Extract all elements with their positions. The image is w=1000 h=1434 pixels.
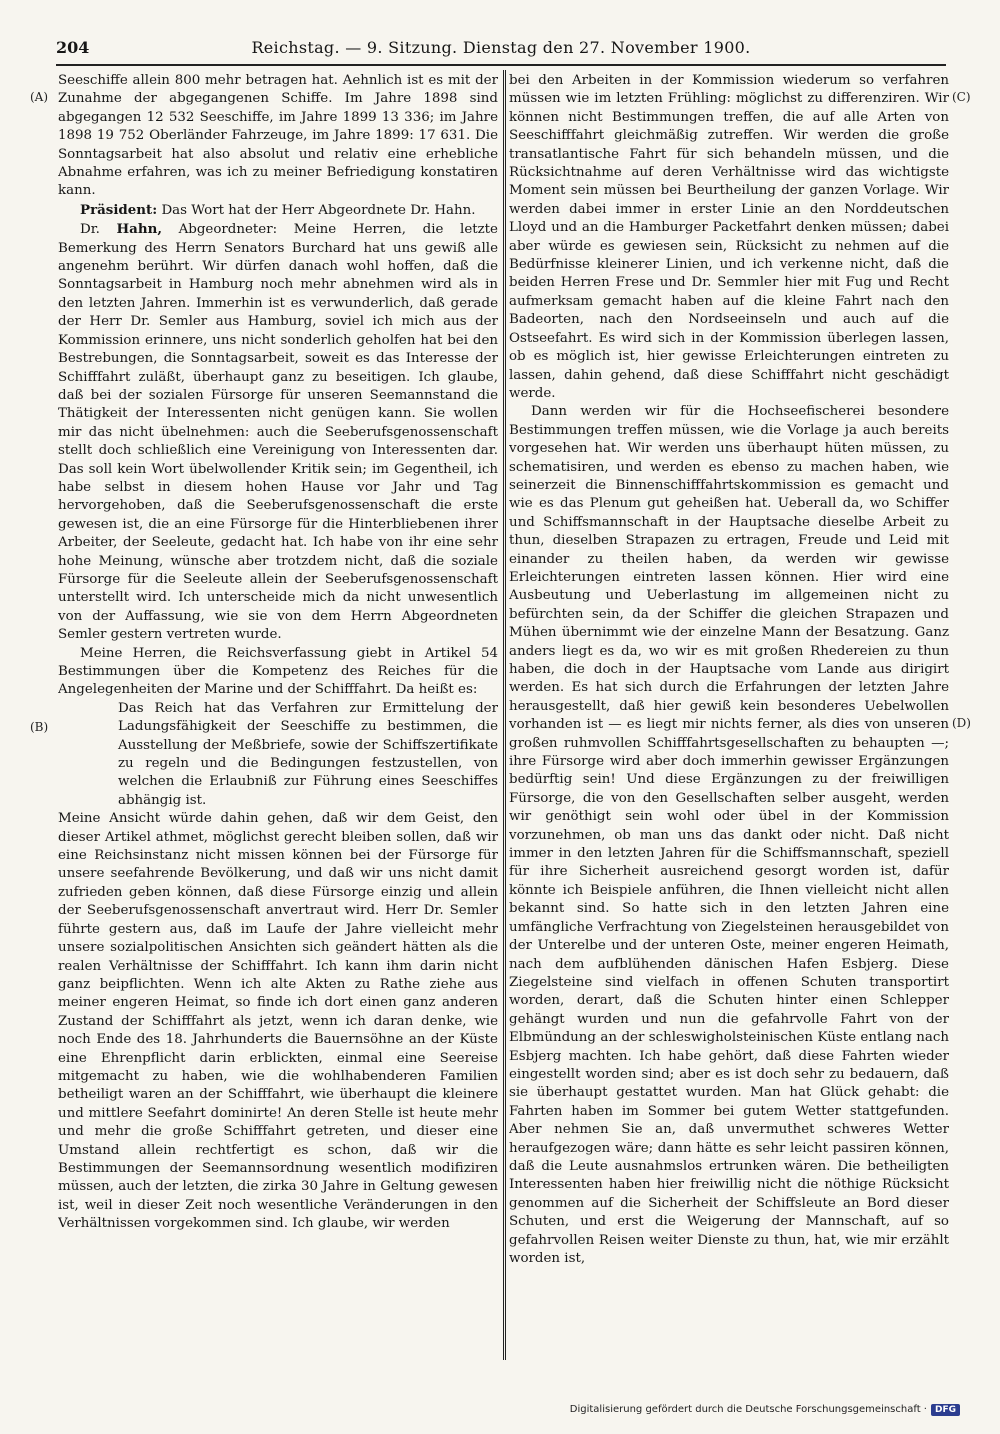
paragraph: Dann werden wir für die Hochseefischerei besondere Bestimmungen treffen müssen, wie die Vorlage ja auch bereits vorgesehen hat. Wir werden uns überhaupt hüten müssen, zu schematisiren, und werden es ebenso zu machen haben, wie seinerzeit die Binnenschifffahrtskommission es gemacht und wie es das Plenum gut geheißen hat. Ueberall da, wo Schiffer und Schiffsmannschaft in der Hauptsache dieselbe Arbeit zu thun, dieselben Strapazen zu ertragen, Freude und Leid mit einander zu theilen haben, da werden wir gewisse Erleichterungen eintreten lassen können. Hier wird eine Ausbeutung und Ueberlastung im allgemeinen nicht zu befürchten sein, da der Schiffer die gleichen Strapazen und Mühen übernimmt wie der einzelne Mann der Besatzung. Ganz anders liegt es da, wo wir es mit großen Rhedereien zu thun haben, die doch in der Hauptsache vom Lande aus dirigirt werden. Es hat sich durch die Erfahrungen der letzten Jahre herausgestellt, daß hier gewiß kein besonderes Uebelwollen vorhanden ist — es liegt mir nichts ferner, als dies von unseren großen ruhmvollen Schifffahrtsgesellschaften zu behaupten —; ihre Fürsorge wird aber doch immerhin gewisser Ergänzungen bedürftig sein! Und diese Ergänzungen zu der freiwilligen Fürsorge, die von den Gesellschaften selber ausgeht, werden wir genöthigt sein wohl oder übel in der Kommission vorzunehmen, ob man uns das dankt oder nicht. Daß nicht immer in den letzten Jahren für die Schiffsmannschaft, speziell für ihre Sicherheit ausreichend gesorgt worden ist, dafür könnte ich Beispiele anführen, die Ihnen vielleicht nicht allen bekannt sind. So hatte sich in den letzten Jahren eine umfängliche Verfrachtung von Ziegelsteinen herausgebildet von der Unterelbe und der unteren Oste, meiner engeren Heimath, nach dem aufblühenden dänischen Hafen Esbjerg. Diese Ziegelsteine sind vielfach in offenen Schuten transportirt worden, derart, daß die Schuten hinter einen Schlepper gehängt wurden und nun die gefahrvolle Fahrt von der Elbmündung an der schleswigholsteinischen Küste entlang nach Esbjerg machten. Ich habe gehört, daß diese Fahrten wieder eingestellt worden sind; aber es ist doch sehr zu bedauern, daß sie überhaupt gestattet wurden. Man hat Glück gehabt: die Fahrten haben im Sommer bei gutem Wetter stattgefunden. Aber nehmen Sie an, daß unvermuthet schweres Wetter heraufgezogen wäre; dann hätte es sehr leicht passiren können, daß die Leute ausnahmslos ertrunken wären. Die betheiligten Interessenten haben hier freiwillig nicht die nöthige Rücksicht genommen auf die Sicherheit der Schiffsleute an Bord dieser Schuten, und erst die Weigerung der Mannschaft, auf so gefahrvollen Reisen weiter Dienste zu thun, hat, wie mir erzählt worden ist, xyxy=(509,404,949,1266)
dfg-logo: DFG xyxy=(931,1404,960,1416)
speaker-prefix: Dr. xyxy=(80,222,117,238)
column-divider xyxy=(503,70,506,1360)
page-header xyxy=(56,34,946,62)
running-title: Reichstag. — 9. Sitzung. Dienstag den 27. November 1900. xyxy=(251,38,751,57)
speaker-paragraph xyxy=(58,201,498,220)
margin-marker-b: (B) xyxy=(30,720,49,734)
paragraph: bei den Arbeiten in der Kommission wiederum so verfahren müssen wie im letzten Frühling: möglichst zu differenziren. Wir können nicht Bestimmungen treffen, die auf alle Arten von Seeschifffahrt gleichmäßig zutreffen. Wir werden die große transatlantische Fahrt für sich behandeln müssen, und die Rücksichtnahme auf deren Verhältnisse wird das wichtigste Moment sein müssen bei Beurtheilung der ganzen Vorlage. Wir werden dabei immer in erster Linie an den Norddeutschen Lloyd und an die Hamburger Packetfahrt denken müssen; dabei aber würde es gewiesen sein, Rücksicht zu nehmen auf die Bedürfnisse kleinerer Linien, und ich verkenne nicht, daß die beiden Herren Frese und Dr. Semmler hier mit Fug und Recht aufmerksam gemacht haben auf die kleine Fahrt nach den Badeorten, nach den Nordseeinseln und auch auf die Ostseefahrt. Es wird sich in der Kommission überlegen lassen, ob es möglich ist, hier gewisse Erleichterungen eintreten zu lassen, dahin gehend, daß diese Schifffahrt nicht geschädigt werde. xyxy=(509,73,949,401)
page-number: 204 xyxy=(56,38,90,57)
block-quote: Das Reich hat das Verfahren zur Ermittelung der Ladungsfähigkeit der Seeschiffe zu bestimmen, die Ausstellung der Meßbriefe, sowie der Schiffszertifikate zu regeln und die Bedingungen festzustellen, von welchen die Erlaubniß zur Führung eines Seeschiffes abhängig ist. xyxy=(118,700,498,808)
header-rule xyxy=(56,64,946,66)
right-column xyxy=(509,72,949,1352)
footer-text: Digitalisierung gefördert durch die Deutsche Forschungsgemeinschaft · xyxy=(569,1404,927,1415)
margin-marker-d: (D) xyxy=(952,716,971,730)
footer-credit xyxy=(560,1404,960,1416)
speaker-label: Hahn, xyxy=(116,221,162,238)
speaker-paragraph xyxy=(58,220,498,644)
paragraph: Meine Ansicht würde dahin gehen, daß wir dem Geist, den dieser Artikel athmet, möglichst gerecht bleiben sollen, daß wir eine Reichsinstanz nicht missen können bei der Fürsorge für unsere seefahrende Bevölkerung, und daß wir uns nicht damit zufrieden geben können, daß diese Fürsorge einzig und allein der Seeberufsgenossenschaft anvertraut wird. Herr Dr. Semler führte gestern aus, daß im Laufe der Jahre vielleicht mehr unsere sozialpolitischen Ansichten sich geändert hätten als die realen Verhältnisse der Schifffahrt. Ich kann ihm darin nicht ganz beipflichten. Wenn ich alte Akten zu Rathe ziehe aus meiner engeren Heimat, so finde ich dort einen ganz anderen Zustand der Schifffahrt als jetzt, wenn ich daran denke, wie noch Ende des 18. Jahrhunderts die Bauernsöhne an der Küste eine Ehrenpflicht darin erblickten, einmal eine Seereise mitgemacht zu haben, wie die wohlhabenderen Familien betheiligt waren an der Schifffahrt, wie überhaupt die kleinere und mittlere Seefahrt dominirte! An deren Stelle ist heute mehr und mehr die große Schifffahrt getreten, und dieser eine Umstand allein rechtfertigt es schon, daß wir die Bestimmungen der Seemannsordnung wesentlich modifiziren müssen, auch der letzten, die zirka 30 Jahre in Geltung gewesen ist, weil in dieser Zeit noch wesentliche Veränderungen in den Verhältnissen vorgekommen sind. Ich glaube, wir werden xyxy=(58,811,498,1232)
paragraph: Meine Herren, die Reichsverfassung giebt in Artikel 54 Bestimmungen über die Kompetenz des Reiches für die Angelegenheiten der Marine und der Schifffahrt. Da heißt es: xyxy=(58,645,498,698)
margin-marker-c: (C) xyxy=(952,90,971,104)
paragraph: Seeschiffe allein 800 mehr betragen hat. Aehnlich ist es mit der Zunahme der abgegangenen Schiffe. Im Jahre 1898 sind abgegangen 12 532 Seeschiffe, im Jahre 1899 13 336; im Jahre 1898 19 752 Oberländer Fahrzeuge, im Jahre 1899: 17 631. Die Sonntagsarbeit hat also absolut und relativ eine erhebliche Abnahme erfahren, was ich zu meiner Befriedigung konstatiren kann. xyxy=(58,73,498,199)
margin-marker-a: (A) xyxy=(30,90,49,104)
paragraph-text: Das Wort hat der Herr Abgeordnete Dr. Hahn. xyxy=(157,202,476,218)
left-column xyxy=(58,72,498,1352)
paragraph-text: Abgeordneter: Meine Herren, die letzte Bemerkung des Herrn Senators Burchard hat uns gewiß alle angenehm berührt. Wir dürfen danach wohl hoffen, daß die Sonntagsarbeit in Hamburg noch mehr abnehmen wird als in den letzten Jahren. Immerhin ist es verwunderlich, daß gerade der Herr Dr. Semler aus Hamburg, soviel ich mich aus der Kommission erinnere, uns nicht sonderlich geholfen hat bei den Bestrebungen, die Sonntagsarbeit, soweit es das Interesse der Schifffahrt zuläßt, überhaupt ganz zu beseitigen. Ich glaube, daß bei der sozialen Fürsorge für unseren Seemannstand die Thätigkeit der Interessenten nicht genügen kann. Sie wollen mir das nicht übelnehmen: auch die Seeberufsgenossenschaft stellt doch schließlich eine Vereinigung von Interessenten dar. Das soll kein Wort übelwollender Kritik sein; im Gegentheil, ich habe selbst in diesem hohen Hause vor Jahr und Tag hervorgehoben, daß die Seeberufsgenossenschaft die erste gewesen ist, die an eine Fürsorge für die Hinterbliebenen ihrer Arbeiter, der Seeleute, gedacht hat. Ich habe von ihr eine sehr hohe Meinung, wünsche aber trotzdem nicht, daß die soziale Fürsorge für die Seeleute allein der Seeberufsgenossenschaft unterstellt wird. Ich unterscheide mich da nicht unwesentlich von der Auffassung, wie sie von dem Herrn Abgeordneten Semler gestern vertreten wurde. xyxy=(58,222,498,643)
speaker-label: Präsident: xyxy=(80,201,158,218)
